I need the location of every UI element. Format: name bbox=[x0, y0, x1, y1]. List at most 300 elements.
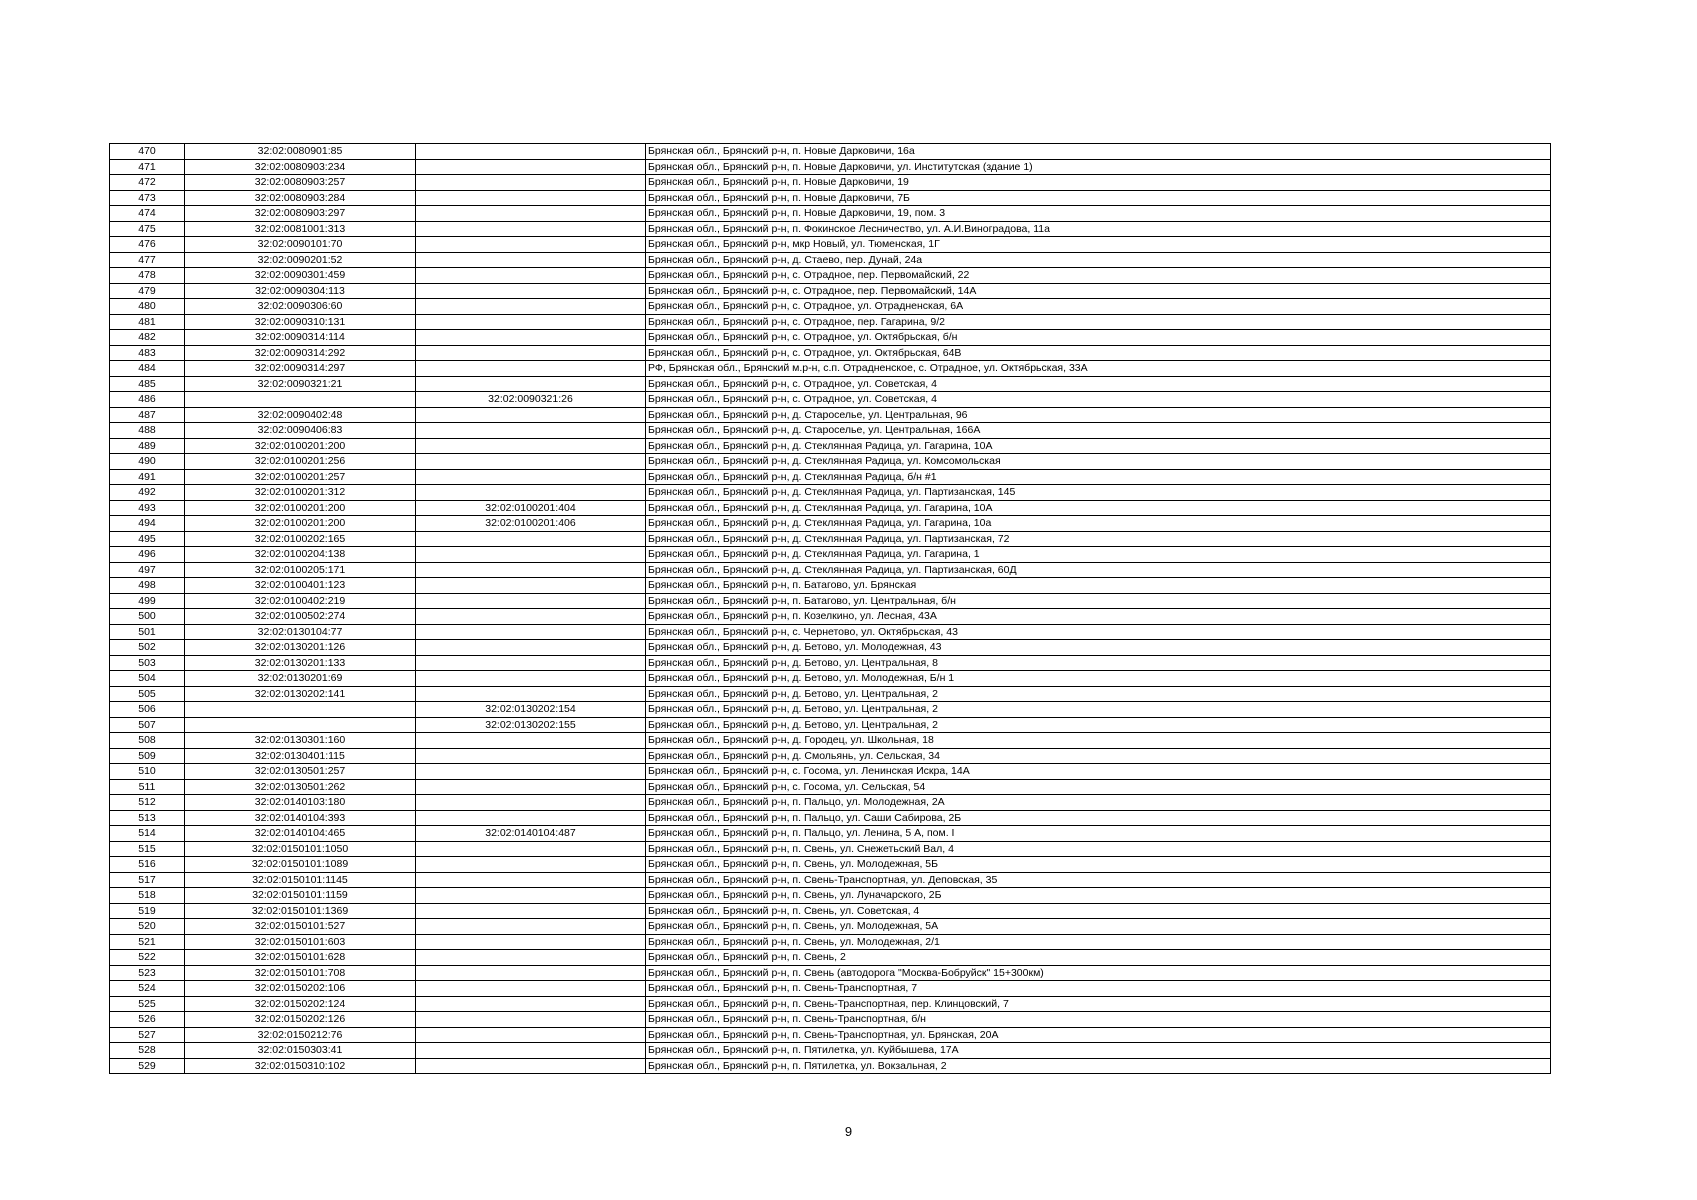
table-row bbox=[110, 764, 1551, 780]
cadastral-number-cell: 32:02:0140104:393 bbox=[185, 810, 416, 826]
row-number-cell: 526 bbox=[110, 1012, 185, 1028]
row-number-cell: 521 bbox=[110, 934, 185, 950]
table-row bbox=[110, 624, 1551, 640]
row-number-cell: 491 bbox=[110, 469, 185, 485]
cadastral-number-cell: 32:02:0150101:1089 bbox=[185, 857, 416, 873]
table-row bbox=[110, 562, 1551, 578]
row-number-cell: 493 bbox=[110, 500, 185, 516]
table-row bbox=[110, 686, 1551, 702]
address-cell: Брянская обл., Брянский р-н, д. Стаево, пер. Дунай, 24а bbox=[646, 252, 1551, 268]
premises-cadastral-number-cell bbox=[416, 624, 646, 640]
cadastral-number-cell: 32:02:0130301:160 bbox=[185, 733, 416, 749]
row-number-cell: 503 bbox=[110, 655, 185, 671]
cadastral-number-cell: 32:02:0090321:21 bbox=[185, 376, 416, 392]
premises-cadastral-number-cell bbox=[416, 268, 646, 284]
address-cell: Брянская обл., Брянский р-н, п. Батагово, ул. Брянская bbox=[646, 578, 1551, 594]
address-cell: Брянская обл., Брянский р-н, д. Городец, ул. Школьная, 18 bbox=[646, 733, 1551, 749]
row-number-cell: 489 bbox=[110, 438, 185, 454]
address-cell: Брянская обл., Брянский р-н, д. Бетово, ул. Центральная, 2 bbox=[646, 702, 1551, 718]
address-cell: Брянская обл., Брянский р-н, д. Бетово, ул. Молодежная, 43 bbox=[646, 640, 1551, 656]
table-row bbox=[110, 733, 1551, 749]
address-cell: Брянская обл., Брянский р-н, д. Стеклянная Радица, ул. Гагарина, 1 bbox=[646, 547, 1551, 563]
address-cell: Брянская обл., Брянский р-н, п. Свень, 2 bbox=[646, 950, 1551, 966]
address-cell: Брянская обл., Брянский р-н, п. Пальцо, ул. Ленина, 5 А, пом. I bbox=[646, 826, 1551, 842]
row-number-cell: 502 bbox=[110, 640, 185, 656]
cadastral-number-cell: 32:02:0130201:126 bbox=[185, 640, 416, 656]
address-cell: Брянская обл., Брянский р-н, п. Свень, ул. Молодежная, 5А bbox=[646, 919, 1551, 935]
table-row bbox=[110, 996, 1551, 1012]
row-number-cell: 504 bbox=[110, 671, 185, 687]
cadastral-number-cell: 32:02:0140103:180 bbox=[185, 795, 416, 811]
premises-cadastral-number-cell bbox=[416, 221, 646, 237]
cadastral-number-cell: 32:02:0150310:102 bbox=[185, 1058, 416, 1074]
premises-cadastral-number-cell bbox=[416, 252, 646, 268]
premises-cadastral-number-cell bbox=[416, 779, 646, 795]
table-row bbox=[110, 547, 1551, 563]
premises-cadastral-number-cell: 32:02:0130202:154 bbox=[416, 702, 646, 718]
premises-cadastral-number-cell bbox=[416, 206, 646, 222]
address-cell: Брянская обл., Брянский р-н, п. Свень-Транспортная, 7 bbox=[646, 981, 1551, 997]
address-cell: Брянская обл., Брянский р-н, п. Свень-Транспортная, пер. Клинцовский, 7 bbox=[646, 996, 1551, 1012]
cadastral-number-cell: 32:02:0100402:219 bbox=[185, 593, 416, 609]
row-number-cell: 476 bbox=[110, 237, 185, 253]
premises-cadastral-number-cell bbox=[416, 965, 646, 981]
cadastral-number-cell: 32:02:0130501:257 bbox=[185, 764, 416, 780]
premises-cadastral-number-cell bbox=[416, 609, 646, 625]
table-row bbox=[110, 981, 1551, 997]
cadastral-number-cell: 32:02:0090314:297 bbox=[185, 361, 416, 377]
row-number-cell: 492 bbox=[110, 485, 185, 501]
cadastral-number-cell: 32:02:0150101:1050 bbox=[185, 841, 416, 857]
row-number-cell: 497 bbox=[110, 562, 185, 578]
row-number-cell: 528 bbox=[110, 1043, 185, 1059]
premises-cadastral-number-cell bbox=[416, 671, 646, 687]
address-cell: Брянская обл., Брянский р-н, п. Свень, ул. Молодежная, 2/1 bbox=[646, 934, 1551, 950]
table-row bbox=[110, 1043, 1551, 1059]
table-row bbox=[110, 531, 1551, 547]
premises-cadastral-number-cell bbox=[416, 314, 646, 330]
table-row bbox=[110, 748, 1551, 764]
table-row bbox=[110, 516, 1551, 532]
address-cell: Брянская обл., Брянский р-н, д. Стеклянная Радица, ул. Гагарина, 10А bbox=[646, 438, 1551, 454]
premises-cadastral-number-cell: 32:02:0090321:26 bbox=[416, 392, 646, 408]
table-row bbox=[110, 159, 1551, 175]
row-number-cell: 478 bbox=[110, 268, 185, 284]
table-row bbox=[110, 330, 1551, 346]
table-row bbox=[110, 950, 1551, 966]
address-cell: Брянская обл., Брянский р-н, п. Батагово, ул. Центральная, б/н bbox=[646, 593, 1551, 609]
address-cell: Брянская обл., Брянский р-н, д. Бетово, ул. Центральная, 8 bbox=[646, 655, 1551, 671]
address-cell: Брянская обл., Брянский р-н, с. Отрадное, пер. Гагарина, 9/2 bbox=[646, 314, 1551, 330]
table-row bbox=[110, 1058, 1551, 1074]
address-cell: Брянская обл., Брянский р-н, с. Отрадное, пер. Первомайский, 14А bbox=[646, 283, 1551, 299]
cadastral-number-cell: 32:02:0100201:200 bbox=[185, 500, 416, 516]
address-cell: Брянская обл., Брянский р-н, с. Чернетово, ул. Октябрьская, 43 bbox=[646, 624, 1551, 640]
row-number-cell: 500 bbox=[110, 609, 185, 625]
table-row bbox=[110, 144, 1551, 160]
premises-cadastral-number-cell: 32:02:0140104:487 bbox=[416, 826, 646, 842]
table-row bbox=[110, 299, 1551, 315]
cadastral-number-cell: 32:02:0090101:70 bbox=[185, 237, 416, 253]
table-row bbox=[110, 237, 1551, 253]
premises-cadastral-number-cell bbox=[416, 345, 646, 361]
address-cell: Брянская обл., Брянский р-н, п. Свень (автодорога "Москва-Бобруйск" 15+300км) bbox=[646, 965, 1551, 981]
premises-cadastral-number-cell bbox=[416, 795, 646, 811]
row-number-cell: 482 bbox=[110, 330, 185, 346]
premises-cadastral-number-cell bbox=[416, 562, 646, 578]
premises-cadastral-number-cell: 32:02:0100201:404 bbox=[416, 500, 646, 516]
table-row bbox=[110, 655, 1551, 671]
address-cell: Брянская обл., Брянский р-н, п. Свень-Транспортная, ул. Брянская, 20А bbox=[646, 1027, 1551, 1043]
address-cell: Брянская обл., Брянский р-н, д. Бетово, ул. Центральная, 2 bbox=[646, 686, 1551, 702]
cadastral-number-cell: 32:02:0150101:527 bbox=[185, 919, 416, 935]
row-number-cell: 479 bbox=[110, 283, 185, 299]
table-row bbox=[110, 361, 1551, 377]
premises-cadastral-number-cell bbox=[416, 888, 646, 904]
address-cell: Брянская обл., Брянский р-н, п. Новые Дарковичи, 19 bbox=[646, 175, 1551, 191]
premises-cadastral-number-cell bbox=[416, 1043, 646, 1059]
row-number-cell: 480 bbox=[110, 299, 185, 315]
row-number-cell: 499 bbox=[110, 593, 185, 609]
premises-cadastral-number-cell bbox=[416, 283, 646, 299]
cadastral-number-cell: 32:02:0080903:234 bbox=[185, 159, 416, 175]
cadastral-number-cell: 32:02:0100204:138 bbox=[185, 547, 416, 563]
row-number-cell: 525 bbox=[110, 996, 185, 1012]
table-row bbox=[110, 221, 1551, 237]
cadastral-number-cell: 32:02:0090402:48 bbox=[185, 407, 416, 423]
cadastral-number-cell: 32:02:0140104:465 bbox=[185, 826, 416, 842]
address-cell: Брянская обл., Брянский р-н, д. Стеклянная Радица, ул. Комсомольская bbox=[646, 454, 1551, 470]
page-number: 9 bbox=[844, 1124, 853, 1139]
address-cell: Брянская обл., Брянский р-н, п. Пальцо, ул. Саши Сабирова, 2Б bbox=[646, 810, 1551, 826]
premises-cadastral-number-cell bbox=[416, 810, 646, 826]
premises-cadastral-number-cell bbox=[416, 640, 646, 656]
cadastral-number-cell: 32:02:0100201:200 bbox=[185, 438, 416, 454]
table-row bbox=[110, 965, 1551, 981]
address-cell: Брянская обл., Брянский р-н, п. Новые Дарковичи, 7Б bbox=[646, 190, 1551, 206]
table-row bbox=[110, 857, 1551, 873]
premises-cadastral-number-cell bbox=[416, 950, 646, 966]
table-row bbox=[110, 826, 1551, 842]
row-number-cell: 507 bbox=[110, 717, 185, 733]
address-cell: Брянская обл., Брянский р-н, д. Стеклянная Радица, ул. Гагарина, 10а bbox=[646, 516, 1551, 532]
premises-cadastral-number-cell bbox=[416, 1058, 646, 1074]
cadastral-number-cell: 32:02:0090406:83 bbox=[185, 423, 416, 439]
premises-cadastral-number-cell bbox=[416, 748, 646, 764]
address-cell: Брянская обл., Брянский р-н, д. Стеклянная Радица, ул. Партизанская, 72 bbox=[646, 531, 1551, 547]
row-number-cell: 494 bbox=[110, 516, 185, 532]
address-cell: Брянская обл., Брянский р-н, с. Отрадное, ул. Октябрьская, б/н bbox=[646, 330, 1551, 346]
table-row bbox=[110, 206, 1551, 222]
cadastral-number-cell: 32:02:0150101:1369 bbox=[185, 903, 416, 919]
address-cell: Брянская обл., Брянский р-н, д. Стеклянная Радица, б/н #1 bbox=[646, 469, 1551, 485]
address-cell: Брянская обл., Брянский р-н, с. Госома, ул. Сельская, 54 bbox=[646, 779, 1551, 795]
cadastral-number-cell: 32:02:0150303:41 bbox=[185, 1043, 416, 1059]
premises-cadastral-number-cell bbox=[416, 686, 646, 702]
address-cell: Брянская обл., Брянский р-н, п. Новые Дарковичи, 19, пом. 3 bbox=[646, 206, 1551, 222]
cadastral-number-cell bbox=[185, 392, 416, 408]
table-row bbox=[110, 640, 1551, 656]
row-number-cell: 484 bbox=[110, 361, 185, 377]
premises-cadastral-number-cell bbox=[416, 764, 646, 780]
row-number-cell: 527 bbox=[110, 1027, 185, 1043]
table-row bbox=[110, 779, 1551, 795]
row-number-cell: 514 bbox=[110, 826, 185, 842]
premises-cadastral-number-cell bbox=[416, 578, 646, 594]
cadastral-number-cell: 32:02:0130104:77 bbox=[185, 624, 416, 640]
premises-cadastral-number-cell bbox=[416, 531, 646, 547]
address-cell: Брянская обл., Брянский р-н, п. Свень, ул. Молодежная, 5Б bbox=[646, 857, 1551, 873]
cadastral-number-cell: 32:02:0100502:274 bbox=[185, 609, 416, 625]
table-row bbox=[110, 919, 1551, 935]
premises-cadastral-number-cell bbox=[416, 857, 646, 873]
premises-cadastral-number-cell bbox=[416, 981, 646, 997]
row-number-cell: 518 bbox=[110, 888, 185, 904]
cadastral-number-cell: 32:02:0080903:297 bbox=[185, 206, 416, 222]
premises-cadastral-number-cell bbox=[416, 144, 646, 160]
premises-cadastral-number-cell bbox=[416, 733, 646, 749]
cadastral-number-cell: 32:02:0130201:133 bbox=[185, 655, 416, 671]
table-row bbox=[110, 345, 1551, 361]
row-number-cell: 509 bbox=[110, 748, 185, 764]
table-row bbox=[110, 578, 1551, 594]
table-row bbox=[110, 500, 1551, 516]
row-number-cell: 505 bbox=[110, 686, 185, 702]
table-row bbox=[110, 593, 1551, 609]
table-row bbox=[110, 888, 1551, 904]
table-row bbox=[110, 423, 1551, 439]
table-row bbox=[110, 1027, 1551, 1043]
row-number-cell: 523 bbox=[110, 965, 185, 981]
address-cell: Брянская обл., Брянский р-н, д. Староселье, ул. Центральная, 96 bbox=[646, 407, 1551, 423]
table-row bbox=[110, 810, 1551, 826]
address-cell: Брянская обл., Брянский р-н, п. Пальцо, ул. Молодежная, 2А bbox=[646, 795, 1551, 811]
cadastral-number-cell: 32:02:0150101:603 bbox=[185, 934, 416, 950]
cadastral-number-cell: 32:02:0090306:60 bbox=[185, 299, 416, 315]
premises-cadastral-number-cell bbox=[416, 438, 646, 454]
cadastral-number-cell: 32:02:0090314:292 bbox=[185, 345, 416, 361]
address-cell: Брянская обл., Брянский р-н, д. Стеклянная Радица, ул. Гагарина, 10А bbox=[646, 500, 1551, 516]
table-row bbox=[110, 903, 1551, 919]
row-number-cell: 485 bbox=[110, 376, 185, 392]
address-cell: Брянская обл., Брянский р-н, с. Отрадное, ул. Октябрьская, 64В bbox=[646, 345, 1551, 361]
address-cell: Брянская обл., Брянский р-н, с. Госома, ул. Ленинская Искра, 14А bbox=[646, 764, 1551, 780]
address-cell: Брянская обл., Брянский р-н, с. Отрадное, пер. Первомайский, 22 bbox=[646, 268, 1551, 284]
table-row bbox=[110, 376, 1551, 392]
row-number-cell: 524 bbox=[110, 981, 185, 997]
table-row bbox=[110, 175, 1551, 191]
row-number-cell: 470 bbox=[110, 144, 185, 160]
table-row bbox=[110, 1012, 1551, 1028]
table-row bbox=[110, 314, 1551, 330]
row-number-cell: 506 bbox=[110, 702, 185, 718]
premises-cadastral-number-cell bbox=[416, 237, 646, 253]
premises-cadastral-number-cell bbox=[416, 330, 646, 346]
row-number-cell: 475 bbox=[110, 221, 185, 237]
premises-cadastral-number-cell bbox=[416, 593, 646, 609]
address-cell: Брянская обл., Брянский р-н, п. Пятилетка, ул. Вокзальная, 2 bbox=[646, 1058, 1551, 1074]
premises-cadastral-number-cell bbox=[416, 376, 646, 392]
row-number-cell: 483 bbox=[110, 345, 185, 361]
premises-cadastral-number-cell bbox=[416, 190, 646, 206]
row-number-cell: 510 bbox=[110, 764, 185, 780]
table-row bbox=[110, 702, 1551, 718]
premises-cadastral-number-cell bbox=[416, 407, 646, 423]
premises-cadastral-number-cell bbox=[416, 361, 646, 377]
table-row bbox=[110, 407, 1551, 423]
premises-cadastral-number-cell bbox=[416, 1012, 646, 1028]
table-row bbox=[110, 190, 1551, 206]
table-row bbox=[110, 392, 1551, 408]
address-cell: Брянская обл., Брянский р-н, д. Староселье, ул. Центральная, 166А bbox=[646, 423, 1551, 439]
address-cell: Брянская обл., Брянский р-н, п. Фокинское Лесничество, ул. А.И.Виноградова, 11а bbox=[646, 221, 1551, 237]
address-cell: Брянская обл., Брянский р-н, п. Пятилетка, ул. Куйбышева, 17А bbox=[646, 1043, 1551, 1059]
cadastral-number-cell: 32:02:0150101:1145 bbox=[185, 872, 416, 888]
premises-cadastral-number-cell bbox=[416, 872, 646, 888]
premises-cadastral-number-cell bbox=[416, 423, 646, 439]
row-number-cell: 516 bbox=[110, 857, 185, 873]
table-row bbox=[110, 283, 1551, 299]
cadastral-number-cell: 32:02:0150212:76 bbox=[185, 1027, 416, 1043]
address-cell: Брянская обл., Брянский р-н, д. Бетово, ул. Центральная, 2 bbox=[646, 717, 1551, 733]
premises-cadastral-number-cell bbox=[416, 919, 646, 935]
address-cell: Брянская обл., Брянский р-н, д. Стеклянная Радица, ул. Партизанская, 145 bbox=[646, 485, 1551, 501]
cadastral-number-cell: 32:02:0130401:115 bbox=[185, 748, 416, 764]
row-number-cell: 501 bbox=[110, 624, 185, 640]
table-row bbox=[110, 795, 1551, 811]
address-cell: Брянская обл., Брянский р-н, с. Отрадное, ул. Советская, 4 bbox=[646, 392, 1551, 408]
cadastral-number-cell: 32:02:0130202:141 bbox=[185, 686, 416, 702]
table-row bbox=[110, 934, 1551, 950]
premises-cadastral-number-cell bbox=[416, 841, 646, 857]
row-number-cell: 529 bbox=[110, 1058, 185, 1074]
table-row bbox=[110, 268, 1551, 284]
cadastral-number-cell: 32:02:0100202:165 bbox=[185, 531, 416, 547]
row-number-cell: 513 bbox=[110, 810, 185, 826]
cadastral-number-cell: 32:02:0150101:628 bbox=[185, 950, 416, 966]
premises-cadastral-number-cell bbox=[416, 159, 646, 175]
cadastral-number-cell: 32:02:0090314:114 bbox=[185, 330, 416, 346]
row-number-cell: 508 bbox=[110, 733, 185, 749]
cadastral-number-cell: 32:02:0100201:257 bbox=[185, 469, 416, 485]
row-number-cell: 517 bbox=[110, 872, 185, 888]
row-number-cell: 472 bbox=[110, 175, 185, 191]
row-number-cell: 487 bbox=[110, 407, 185, 423]
premises-cadastral-number-cell bbox=[416, 903, 646, 919]
cadastral-number-cell: 32:02:0090310:131 bbox=[185, 314, 416, 330]
register-body bbox=[110, 144, 1551, 1074]
address-cell: Брянская обл., Брянский р-н, п. Свень, ул. Снежетьский Вал, 4 bbox=[646, 841, 1551, 857]
address-cell: Брянская обл., Брянский р-н, п. Свень-Транспортная, ул. Деповская, 35 bbox=[646, 872, 1551, 888]
cadastral-number-cell: 32:02:0090304:113 bbox=[185, 283, 416, 299]
cadastral-number-cell: 32:02:0081001:313 bbox=[185, 221, 416, 237]
address-cell: РФ, Брянская обл., Брянский м.р-н, с.п. Отрадненское, с. Отрадное, ул. Октябрьская, 33А bbox=[646, 361, 1551, 377]
premises-cadastral-number-cell: 32:02:0100201:406 bbox=[416, 516, 646, 532]
address-cell: Брянская обл., Брянский р-н, п. Свень, ул. Луначарского, 2Б bbox=[646, 888, 1551, 904]
table-row bbox=[110, 671, 1551, 687]
table-row bbox=[110, 841, 1551, 857]
table-row bbox=[110, 438, 1551, 454]
address-cell: Брянская обл., Брянский р-н, мкр Новый, ул. Тюменская, 1Г bbox=[646, 237, 1551, 253]
address-cell: Брянская обл., Брянский р-н, п. Свень-Транспортная, б/н bbox=[646, 1012, 1551, 1028]
premises-cadastral-number-cell bbox=[416, 469, 646, 485]
address-cell: Брянская обл., Брянский р-н, с. Отрадное, ул. Отрадненская, 6А bbox=[646, 299, 1551, 315]
address-cell: Брянская обл., Брянский р-н, п. Свень, ул. Советская, 4 bbox=[646, 903, 1551, 919]
cadastral-number-cell: 32:02:0130201:69 bbox=[185, 671, 416, 687]
premises-cadastral-number-cell bbox=[416, 547, 646, 563]
row-number-cell: 520 bbox=[110, 919, 185, 935]
row-number-cell: 488 bbox=[110, 423, 185, 439]
cadastral-number-cell: 32:02:0100201:200 bbox=[185, 516, 416, 532]
cadastral-number-cell: 32:02:0090201:52 bbox=[185, 252, 416, 268]
cadastral-number-cell: 32:02:0080903:257 bbox=[185, 175, 416, 191]
row-number-cell: 490 bbox=[110, 454, 185, 470]
cadastral-number-cell: 32:02:0080903:284 bbox=[185, 190, 416, 206]
row-number-cell: 477 bbox=[110, 252, 185, 268]
cadastral-number-cell: 32:02:0100201:256 bbox=[185, 454, 416, 470]
table-row bbox=[110, 485, 1551, 501]
row-number-cell: 486 bbox=[110, 392, 185, 408]
row-number-cell: 473 bbox=[110, 190, 185, 206]
table-row bbox=[110, 609, 1551, 625]
premises-cadastral-number-cell bbox=[416, 996, 646, 1012]
address-cell: Брянская обл., Брянский р-н, д. Бетово, ул. Молодежная, Б/н 1 bbox=[646, 671, 1551, 687]
address-cell: Брянская обл., Брянский р-н, д. Смольянь, ул. Сельская, 34 bbox=[646, 748, 1551, 764]
cadastral-number-cell: 32:02:0150101:1159 bbox=[185, 888, 416, 904]
cadastral-number-cell: 32:02:0100201:312 bbox=[185, 485, 416, 501]
cadastral-number-cell bbox=[185, 717, 416, 733]
cadastral-number-cell: 32:02:0100401:123 bbox=[185, 578, 416, 594]
row-number-cell: 512 bbox=[110, 795, 185, 811]
table-row bbox=[110, 252, 1551, 268]
premises-cadastral-number-cell bbox=[416, 934, 646, 950]
table-row bbox=[110, 717, 1551, 733]
cadastral-number-cell: 32:02:0150202:126 bbox=[185, 1012, 416, 1028]
premises-cadastral-number-cell: 32:02:0130202:155 bbox=[416, 717, 646, 733]
premises-cadastral-number-cell bbox=[416, 485, 646, 501]
row-number-cell: 471 bbox=[110, 159, 185, 175]
address-cell: Брянская обл., Брянский р-н, п. Новые Дарковичи, 16а bbox=[646, 144, 1551, 160]
cadastral-number-cell: 32:02:0150202:124 bbox=[185, 996, 416, 1012]
address-cell: Брянская обл., Брянский р-н, п. Козелкино, ул. Лесная, 43А bbox=[646, 609, 1551, 625]
row-number-cell: 474 bbox=[110, 206, 185, 222]
table-row bbox=[110, 872, 1551, 888]
row-number-cell: 522 bbox=[110, 950, 185, 966]
cadastral-number-cell: 32:02:0080901:85 bbox=[185, 144, 416, 160]
premises-cadastral-number-cell bbox=[416, 655, 646, 671]
cadastral-number-cell: 32:02:0130501:262 bbox=[185, 779, 416, 795]
address-cell: Брянская обл., Брянский р-н, д. Стеклянная Радица, ул. Партизанская, 60Д bbox=[646, 562, 1551, 578]
premises-cadastral-number-cell bbox=[416, 175, 646, 191]
row-number-cell: 481 bbox=[110, 314, 185, 330]
table-row bbox=[110, 469, 1551, 485]
premises-cadastral-number-cell bbox=[416, 299, 646, 315]
row-number-cell: 496 bbox=[110, 547, 185, 563]
cadastral-number-cell: 32:02:0150202:106 bbox=[185, 981, 416, 997]
row-number-cell: 519 bbox=[110, 903, 185, 919]
address-cell: Брянская обл., Брянский р-н, п. Новые Дарковичи, ул. Институтская (здание 1) bbox=[646, 159, 1551, 175]
row-number-cell: 495 bbox=[110, 531, 185, 547]
row-number-cell: 515 bbox=[110, 841, 185, 857]
premises-cadastral-number-cell bbox=[416, 1027, 646, 1043]
cadastral-number-cell: 32:02:0100205:171 bbox=[185, 562, 416, 578]
property-register-table bbox=[109, 143, 1551, 1074]
cadastral-number-cell: 32:02:0090301:459 bbox=[185, 268, 416, 284]
cadastral-number-cell: 32:02:0150101:708 bbox=[185, 965, 416, 981]
cadastral-number-cell bbox=[185, 702, 416, 718]
row-number-cell: 498 bbox=[110, 578, 185, 594]
address-cell: Брянская обл., Брянский р-н, с. Отрадное, ул. Советская, 4 bbox=[646, 376, 1551, 392]
